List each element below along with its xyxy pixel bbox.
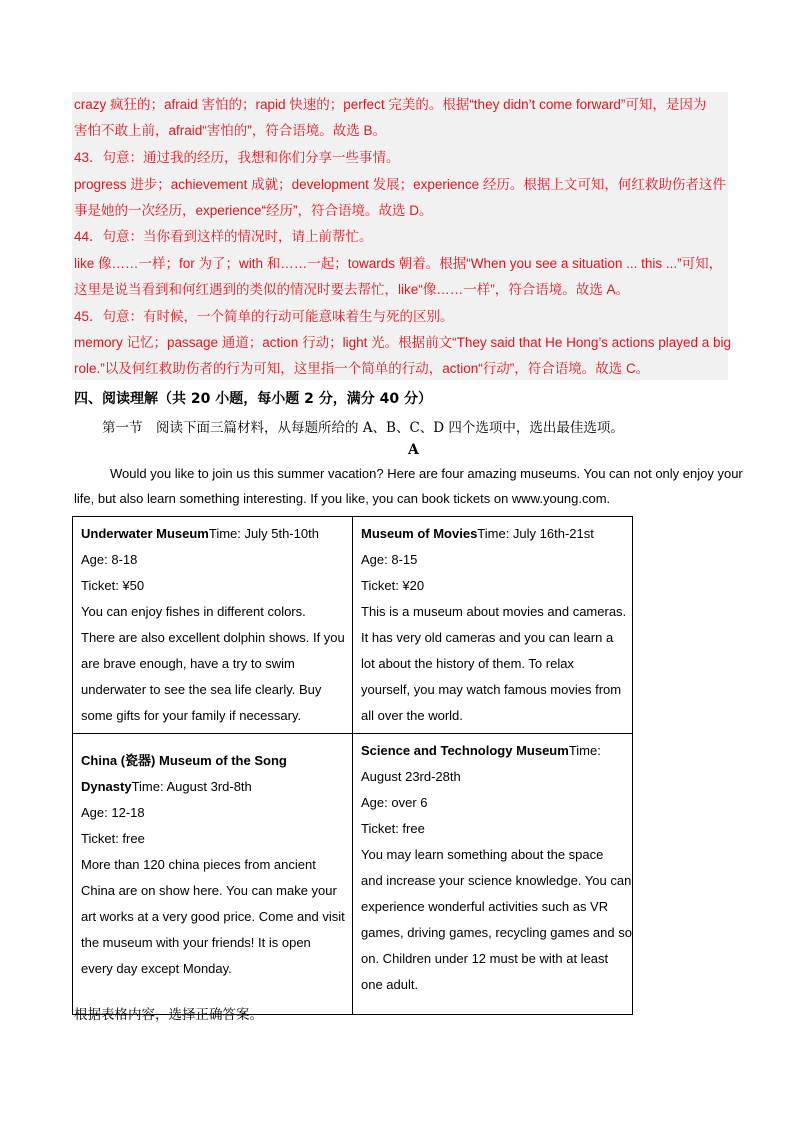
answer-line-10: memory 记忆；passage 通道；action 行动；light 光。根据前文“They said that He Hong’s actions played a big [74, 335, 731, 350]
museum-desc-line: yourself, you may watch famous movies from [361, 682, 622, 697]
museum-ticket: Ticket: ¥20 [361, 578, 425, 593]
section-title: 四、阅读理解（共 20 小题，每小题 2 分，满分 40 分） [74, 391, 432, 407]
museum-time: Time: July 16th-21st [477, 526, 594, 541]
answer-line-4: progress 进步；achievement 成就；development 发展；experience 经历。根据上文可知，何红救助伤者这件 [74, 177, 726, 192]
answer-line-9: 45．句意：有时候，一个简单的行动可能意味着生与死的区别。 [74, 309, 454, 324]
museum-name: Museum of Movies [361, 526, 478, 541]
museum-age: Age: over 6 [361, 795, 428, 810]
intro-line-2: life, but also learn something interesting. If you like, you can book tickets on www.young.com. [74, 491, 611, 506]
museum-desc-line: experience wonderful activities such as VR [361, 899, 609, 914]
museum-desc-line: lot about the history of them. To relax [361, 656, 574, 671]
museum-cell-movies [353, 517, 633, 734]
museum-name: China (瓷器) Museum of the Song [81, 753, 287, 768]
answer-line-7: like 像……一样；for 为了；with 和……一起；towards 朝着。根据“When you see a situation ... this ...”可知， [74, 256, 723, 271]
museum-cell-science [353, 734, 633, 1015]
museum-time: Time: July 5th-10th [208, 526, 319, 541]
museum-desc-line: and increase your science knowledge. You can [361, 873, 632, 888]
section-instruction: 第一节 阅读下面三篇材料，从每题所给的 A、B、C、D 四个选项中，选出最佳选项。 [102, 420, 624, 436]
museum-desc-line: You may learn something about the space [361, 847, 604, 862]
museum-desc-line: on. Children under 12 must be with at least [361, 951, 609, 966]
museum-table [72, 516, 633, 1015]
museum-desc-line: games, driving games, recycling games and so [361, 925, 632, 940]
museum-time: Time: August 3rd-8th [131, 779, 252, 794]
museum-cell-underwater [73, 517, 353, 734]
museum-time: Time: [568, 743, 601, 758]
museum-desc-line: There are also excellent dolphin shows. If you [81, 630, 345, 645]
museum-desc-line: art works at a very good price. Come and visit [81, 909, 345, 924]
museum-name: Science and Technology Museum [361, 743, 569, 758]
museum-name-cont: Dynasty [81, 779, 132, 794]
museum-age: Age: 8-18 [81, 552, 138, 567]
answer-line-5: 事是她的一次经历，experience“经历”，符合语境。故选 D。 [74, 203, 433, 218]
question-prompt: 根据表格内容，选择正确答案。 [74, 1007, 263, 1023]
museum-desc-line: This is a museum about movies and cameras. [361, 604, 627, 619]
answer-line-2: 害怕不敢上前，afraid“害怕的”，符合语境。故选 B。 [74, 123, 387, 138]
museum-desc-line: are brave enough, have a try to swim [81, 656, 295, 671]
museum-desc-line: some gifts for your family if necessary. [81, 708, 302, 723]
answer-line-3: 43．句意：通过我的经历，我想和你们分享一些事情。 [74, 150, 400, 165]
museum-desc-line: It has very old cameras and you can learn a [361, 630, 614, 645]
museum-desc-line: You can enjoy fishes in different colors. [81, 604, 306, 619]
museum-cell-china [73, 734, 353, 1015]
museum-ticket: Ticket: free [361, 821, 425, 836]
museum-desc-line: underwater to see the sea life clearly. Buy [81, 682, 322, 697]
passage-letter: A [408, 442, 419, 458]
museum-desc-line: all over the world. [361, 708, 463, 723]
answer-line-8: 这里是说当看到和何红遇到的类似的情况时要去帮忙，like“像……一样”，符合语境。故选 A。 [74, 282, 630, 297]
museum-desc-line: one adult. [361, 977, 419, 992]
answer-line-1: crazy 疯狂的；afraid 害怕的；rapid 快速的；perfect 完美的。根据“they didn’t come forward”可知，是因为 [74, 97, 707, 112]
answer-line-11: role.”以及何红救助伤者的行为可知，这里指一个简单的行动，action“行动”，符合语境。故选 C。 [74, 361, 650, 376]
museum-desc-line: More than 120 china pieces from ancient [81, 857, 316, 872]
museum-age: Age: 8-15 [361, 552, 418, 567]
answer-line-6: 44．句意：当你看到这样的情况时，请上前帮忙。 [74, 229, 373, 244]
intro-line-1: Would you like to join us this summer vacation? Here are four amazing museums. You can not only enjoy your [110, 466, 743, 481]
museum-desc-line: every day except Monday. [81, 961, 232, 976]
museum-desc-line: China are on show here. You can make your [81, 883, 337, 898]
museum-desc-line: the museum with your friends! It is open [81, 935, 311, 950]
museum-name: Underwater Museum [81, 526, 209, 541]
museum-ticket: Ticket: ¥50 [81, 578, 145, 593]
museum-ticket: Ticket: free [81, 831, 145, 846]
museum-age: Age: 12-18 [81, 805, 145, 820]
museum-time-cont: August 23rd-28th [361, 769, 461, 784]
